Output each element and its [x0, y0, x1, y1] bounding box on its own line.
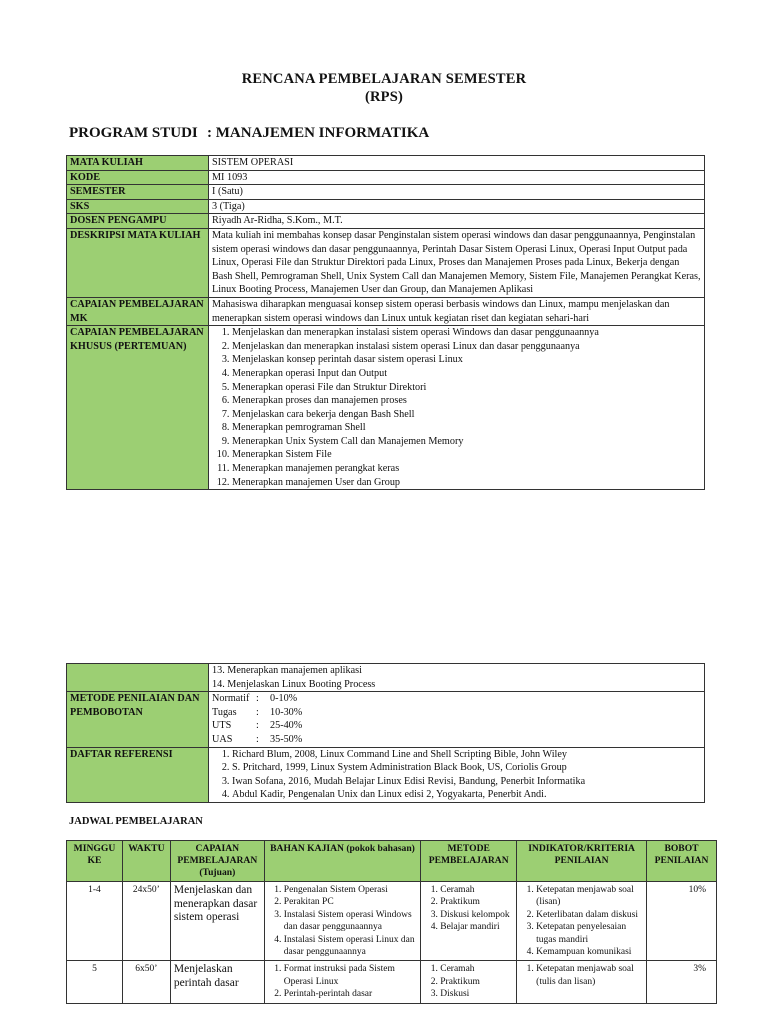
score-sep: :: [256, 706, 259, 718]
header-waktu: WAKTU: [122, 841, 170, 882]
score-value: 25-40%: [270, 720, 303, 732]
list-item: 8. Menerapkan pemrograman Shell: [232, 421, 701, 435]
capaian-continued-value: [209, 664, 705, 692]
list-item: 3. Instalasi Sistem operasi Windows dan dasar penggunaannya: [284, 909, 417, 934]
list-item: 1. Pengenalan Sistem Operasi: [284, 884, 417, 896]
list-item: 3. Menjelaskan konsep perintah dasar sistem operasi Linux: [232, 353, 701, 367]
continuation-table: [66, 663, 705, 803]
metode-list: [424, 963, 513, 1000]
list-item: 12. Menerapkan manajemen User dan Group: [232, 476, 701, 490]
document-subtitle: (RPS): [364, 89, 404, 105]
indikator-list: [520, 963, 643, 988]
mata-kuliah-label: MATA KULIAH: [67, 156, 209, 171]
list-item: 1. Ceramah: [440, 884, 513, 896]
list-item: 2. Keterlibatan dalam diskusi: [536, 909, 643, 921]
list-item: 3. Iwan Sofana, 2016, Mudah Belajar Linux Edisi Revisi, Bandung, Penerbit Informatika: [232, 775, 701, 789]
row-capaian-continued: [67, 664, 705, 692]
list-item: 11. Menerapkan manajemen perangkat keras: [232, 462, 701, 476]
row-mata-kuliah: [67, 156, 705, 171]
capaian-cell: Menjelaskan dan menerapkan dasar sistem operasi: [170, 882, 264, 961]
daftar-referensi-label: DAFTAR REFERENSI: [67, 747, 209, 802]
score-value: 0-10%: [270, 693, 298, 705]
list-item: 1. Ketepatan menjawab soal (lisan): [536, 884, 643, 909]
score-row: [212, 706, 701, 720]
capaian-khusus-label: CAPAIAN PEMBELAJARAN KHUSUS (PERTEMUAN): [67, 326, 209, 490]
metode-penilaian-value: [209, 692, 705, 747]
score-name: UTS: [212, 720, 232, 732]
mata-kuliah-value: SISTEM OPERASI: [209, 156, 705, 171]
program-value: : MANAJEMEN INFORMATIKA: [207, 125, 430, 141]
header-bobot: BOBOT PENILAIAN: [647, 841, 717, 882]
metode-penilaian-label: METODE PENILAIAN DAN PEMBOBOTAN: [67, 692, 209, 747]
list-item: 10. Menerapkan Sistem File: [232, 448, 701, 462]
metode-cell: [421, 961, 517, 1003]
list-item: 13. Menerapkan manajemen aplikasi: [212, 665, 362, 676]
bahan-cell: [264, 961, 420, 1003]
header-minggu: MINGGU KE: [67, 841, 123, 882]
minggu-cell: 1-4: [67, 882, 123, 961]
deskripsi-label: DESKRIPSI MATA KULIAH: [67, 228, 209, 297]
list-item: 2. Perakitan PC: [284, 896, 417, 908]
score-row: [212, 692, 701, 706]
metode-list: [424, 884, 513, 934]
schedule-table: [66, 840, 717, 1004]
bahan-list: [268, 963, 417, 1000]
row-semester: [67, 185, 705, 200]
waktu-cell: 24x50’: [122, 882, 170, 961]
score-name: Normatif: [212, 693, 250, 705]
deskripsi-value: Mata kuliah ini membahas konsep dasar Penginstalan sistem operasi windows dan dasar penggunaannya, Penginstalan sistem operasi windows dan dasar penggunaannya, Perintah Dasar Sistem Operasi Linux, Operasi Input Output pada Linux, Operasi File dan Struktur Direktori pada Linux, Proses dan Manajemen Proses pada Linux, Bekerja dengan Bash Shell, Pemrograman Shell, Unix System Call dan Manajemen Memory, Sistem File, Manajemen Perangkat Keras, Linux Booting Process, Manajemen User dan Group, dan Manajemen Aplikasi: [209, 228, 705, 297]
row-capaian-mk: [67, 297, 705, 325]
header-bahan: BAHAN KAJIAN (pokok bahasan): [264, 841, 420, 882]
list-item: 1. Richard Blum, 2008, Linux Command Line and Shell Scripting Bible, John Wiley: [232, 748, 701, 762]
jadwal-title: JADWAL PEMBELAJARAN: [69, 816, 203, 827]
score-value: 35-50%: [270, 733, 303, 745]
bahan-cell: [264, 882, 420, 961]
semester-label: SEMESTER: [67, 185, 209, 200]
score-value: 10-30%: [270, 706, 303, 718]
list-item: 4. Abdul Kadir, Pengenalan Unix dan Linux edisi 2, Yogyakarta, Penerbit Andi.: [232, 788, 701, 802]
list-item: 1. Menjelaskan dan menerapkan instalasi sistem operasi Windows dan dasar penggunaannya: [232, 326, 701, 340]
table-row: [67, 961, 717, 1003]
row-daftar-referensi: [67, 747, 705, 802]
list-item: 5. Menerapkan operasi File dan Struktur Direktori: [232, 381, 701, 395]
list-item: 4. Instalasi Sistem operasi Linux dan dasar penggunaannya: [284, 934, 417, 959]
header-capaian: CAPAIAN PEMBELAJARAN (Tujuan): [170, 841, 264, 882]
empty-label-cell: [67, 664, 209, 692]
list-item: 2. Menjelaskan dan menerapkan instalasi sistem operasi Linux dan dasar penggunaanya: [232, 340, 701, 354]
list-item: 7. Menjelaskan cara bekerja dengan Bash Shell: [232, 408, 701, 422]
list-item: 3. Ketepatan penyelesaian tugas mandiri: [536, 921, 643, 946]
score-sep: :: [256, 693, 259, 705]
minggu-cell: 5: [67, 961, 123, 1003]
indikator-cell: [517, 882, 647, 961]
bobot-cell: 10%: [647, 882, 717, 961]
metode-cell: [421, 882, 517, 961]
daftar-referensi-value: [209, 747, 705, 802]
list-item: 1. Ceramah: [440, 963, 513, 975]
list-item: 4. Kemampuan komunikasi: [536, 946, 643, 958]
score-row: [212, 719, 701, 733]
sks-value: 3 (Tiga): [209, 199, 705, 214]
kode-value: MI 1093: [209, 170, 705, 185]
list-item: 2. Praktikum: [440, 976, 513, 988]
row-metode-penilaian: [67, 692, 705, 747]
row-capaian-khusus: [67, 326, 705, 490]
score-name: UAS: [212, 733, 233, 745]
row-sks: [67, 199, 705, 214]
bobot-cell: 3%: [647, 961, 717, 1003]
list-item: 4. Menerapkan operasi Input dan Output: [232, 367, 701, 381]
bahan-list: [268, 884, 417, 958]
kode-label: KODE: [67, 170, 209, 185]
schedule-header-row: [67, 841, 717, 882]
list-item: 14. Menjelaskan Linux Booting Process: [212, 678, 376, 690]
waktu-cell: 6x50’: [122, 961, 170, 1003]
list-item: 4. Belajar mandiri: [440, 921, 513, 933]
indikator-list: [520, 884, 643, 958]
dosen-value: Riyadh Ar-Ridha, S.Kom., M.T.: [209, 214, 705, 229]
list-item: 3. Diskusi kelompok: [440, 909, 513, 921]
indikator-cell: [517, 961, 647, 1003]
document-title: RENCANA PEMBELAJARAN SEMESTER: [241, 71, 527, 87]
score-sep: :: [256, 720, 259, 732]
list-item: 1. Ketepatan menjawab soal (tulis dan lisan): [536, 963, 643, 988]
score-row: [212, 733, 701, 747]
table-row: [67, 882, 717, 961]
list-item: 9. Menerapkan Unix System Call dan Manajemen Memory: [232, 435, 701, 449]
capaian-cell: Menjelaskan perintah dasar: [170, 961, 264, 1003]
capaian-mk-value: Mahasiswa diharapkan menguasai konsep sistem operasi berbasis windows dan Linux, mampu menjelaskan dan menerapkan sistem operasi windows dan Linux untuk kegiatan riset dan kegiatan sehari-hari: [209, 297, 705, 325]
row-dosen: [67, 214, 705, 229]
referensi-list: [212, 748, 701, 802]
sks-label: SKS: [67, 199, 209, 214]
capaian-khusus-list: [212, 326, 701, 489]
course-info-table: [66, 155, 705, 490]
header-indikator: INDIKATOR/KRITERIA PENILAIAN: [517, 841, 647, 882]
semester-value: I (Satu): [209, 185, 705, 200]
score-name: Tugas: [212, 706, 237, 718]
score-sep: :: [256, 733, 259, 745]
header-metode: METODE PEMBELAJARAN: [421, 841, 517, 882]
program-studi: [69, 125, 429, 142]
list-item: 6. Menerapkan proses dan manajemen proses: [232, 394, 701, 408]
list-item: 2. Perintah-perintah dasar: [284, 988, 417, 1000]
capaian-mk-label: CAPAIAN PEMBELAJARAN MK: [67, 297, 209, 325]
dosen-label: DOSEN PENGAMPU: [67, 214, 209, 229]
row-kode: [67, 170, 705, 185]
list-item: 1. Format instruksi pada Sistem Operasi Linux: [284, 963, 417, 988]
list-item: 2. S. Pritchard, 1999, Linux System Administration Black Book, US, Coriolis Group: [232, 761, 701, 775]
row-deskripsi: [67, 228, 705, 297]
program-label: PROGRAM STUDI: [69, 125, 198, 141]
list-item: 2. Praktikum: [440, 896, 513, 908]
list-item: 3. Diskusi: [440, 988, 513, 1000]
capaian-khusus-value: [209, 326, 705, 490]
